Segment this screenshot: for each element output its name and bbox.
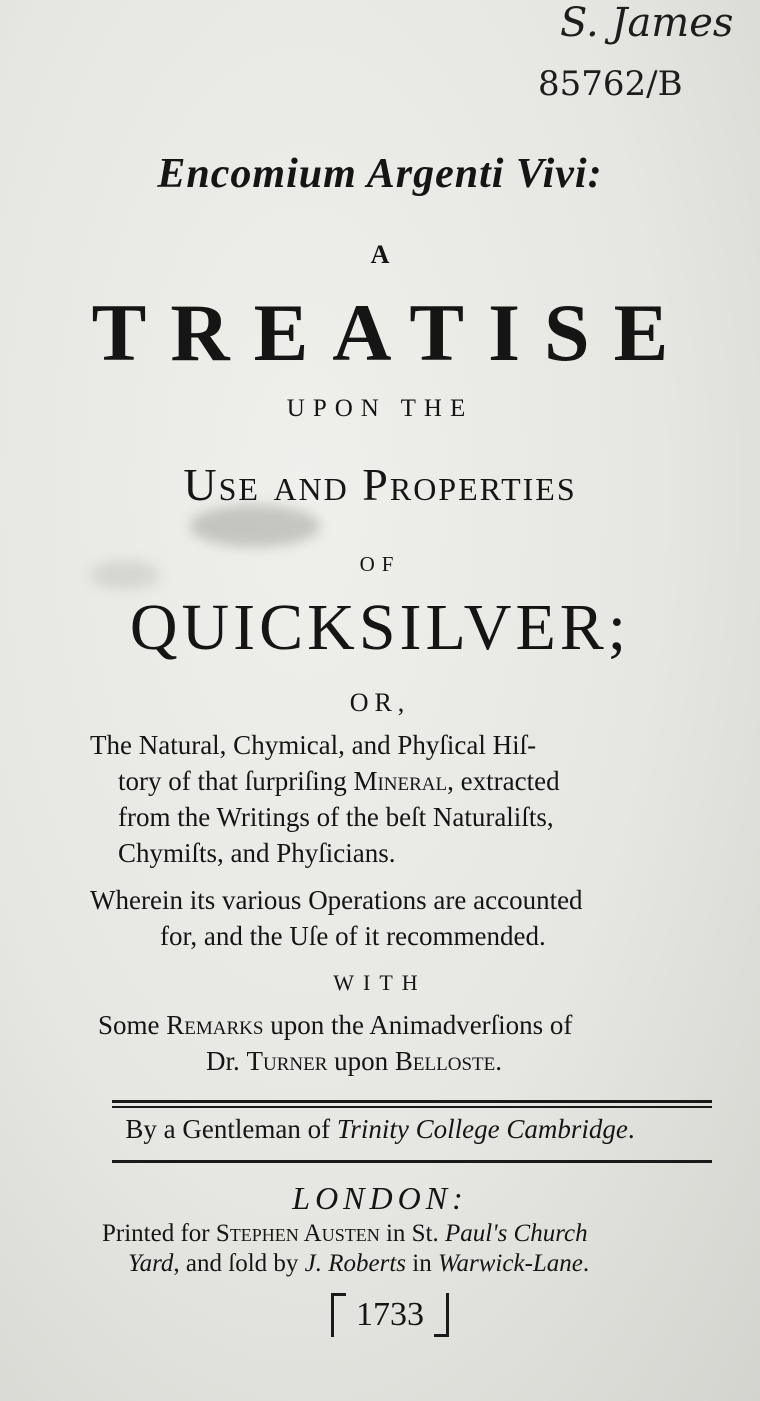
remarks-line-1: [98, 1010, 572, 1041]
college-name: Trinity College Cambridge: [336, 1114, 628, 1144]
rule-top-inner: [112, 1106, 712, 1108]
mineral-term: Mineral: [353, 766, 448, 796]
remarks-text: Some: [98, 1010, 167, 1040]
description-line-3: from the Writings of the beſt Naturaliſts,: [118, 802, 554, 832]
imprint-text: in: [406, 1250, 438, 1277]
imprint-text: Printed for: [102, 1220, 216, 1247]
remarks-text: upon the Animadverſions of: [263, 1010, 573, 1040]
rule-bottom: [112, 1160, 712, 1163]
ink-stain: [190, 505, 320, 547]
remarks-text: upon: [327, 1046, 395, 1076]
remarks-text: .: [495, 1046, 502, 1076]
title-of: OF: [359, 552, 401, 576]
author-text: .: [627, 1114, 635, 1144]
latin-title: Encomium Argenti Vivi:: [157, 151, 603, 197]
imprint-city: LONDON:: [292, 1180, 468, 1216]
use-and-properties: Use and Properties: [183, 459, 577, 510]
description-line-2: [118, 766, 560, 797]
description-line-4: Chymiſts, and Phyſicians.: [118, 838, 396, 868]
remarks-term: Remarks: [166, 1010, 264, 1040]
upon-the: UPON THE: [286, 395, 474, 422]
description-line-1: The Natural, Chymical, and Phyſical Hiſ-: [90, 730, 537, 760]
handwritten-shelfmark: 85762/B: [538, 64, 683, 104]
description-text: tory of that ſurpriſing: [118, 766, 354, 796]
turner-name: Turner: [246, 1046, 328, 1076]
wherein-line-1: Wherein its various Operations are accounted: [90, 885, 583, 915]
author-text: By a Gentleman of: [125, 1114, 337, 1144]
wherein-line-2: for, and the Uſe of it recommended.: [160, 921, 546, 951]
main-title: TREATISE: [91, 287, 693, 378]
lane-name: Warwick-Lane: [438, 1250, 583, 1277]
handwritten-signature: S. James: [560, 0, 734, 46]
imprint-line-2: [128, 1250, 589, 1278]
quicksilver-title: QUICKSILVER;: [129, 591, 631, 664]
title-article: A: [370, 240, 390, 269]
title-or: OR,: [349, 688, 411, 717]
author-line: [0, 1114, 760, 1145]
seller-name: J. Roberts: [304, 1250, 407, 1277]
imprint-text: in St.: [379, 1220, 445, 1247]
printer-name: Stephen Austen: [215, 1220, 380, 1247]
yard-word: Yard: [128, 1250, 174, 1277]
remarks-text: Dr.: [206, 1046, 247, 1076]
with-heading: WITH: [333, 970, 427, 995]
imprint-text: , and ſold by: [173, 1250, 305, 1277]
remarks-line-2: [206, 1046, 502, 1077]
belloste-name: Belloste: [394, 1046, 496, 1076]
imprint-text: .: [582, 1250, 590, 1277]
church-name: Paul's Church: [445, 1220, 588, 1247]
description-text: , extracted: [447, 766, 560, 796]
rule-top: [112, 1100, 712, 1103]
publication-year: 1733: [331, 1293, 449, 1337]
imprint-line-1: [102, 1220, 588, 1248]
